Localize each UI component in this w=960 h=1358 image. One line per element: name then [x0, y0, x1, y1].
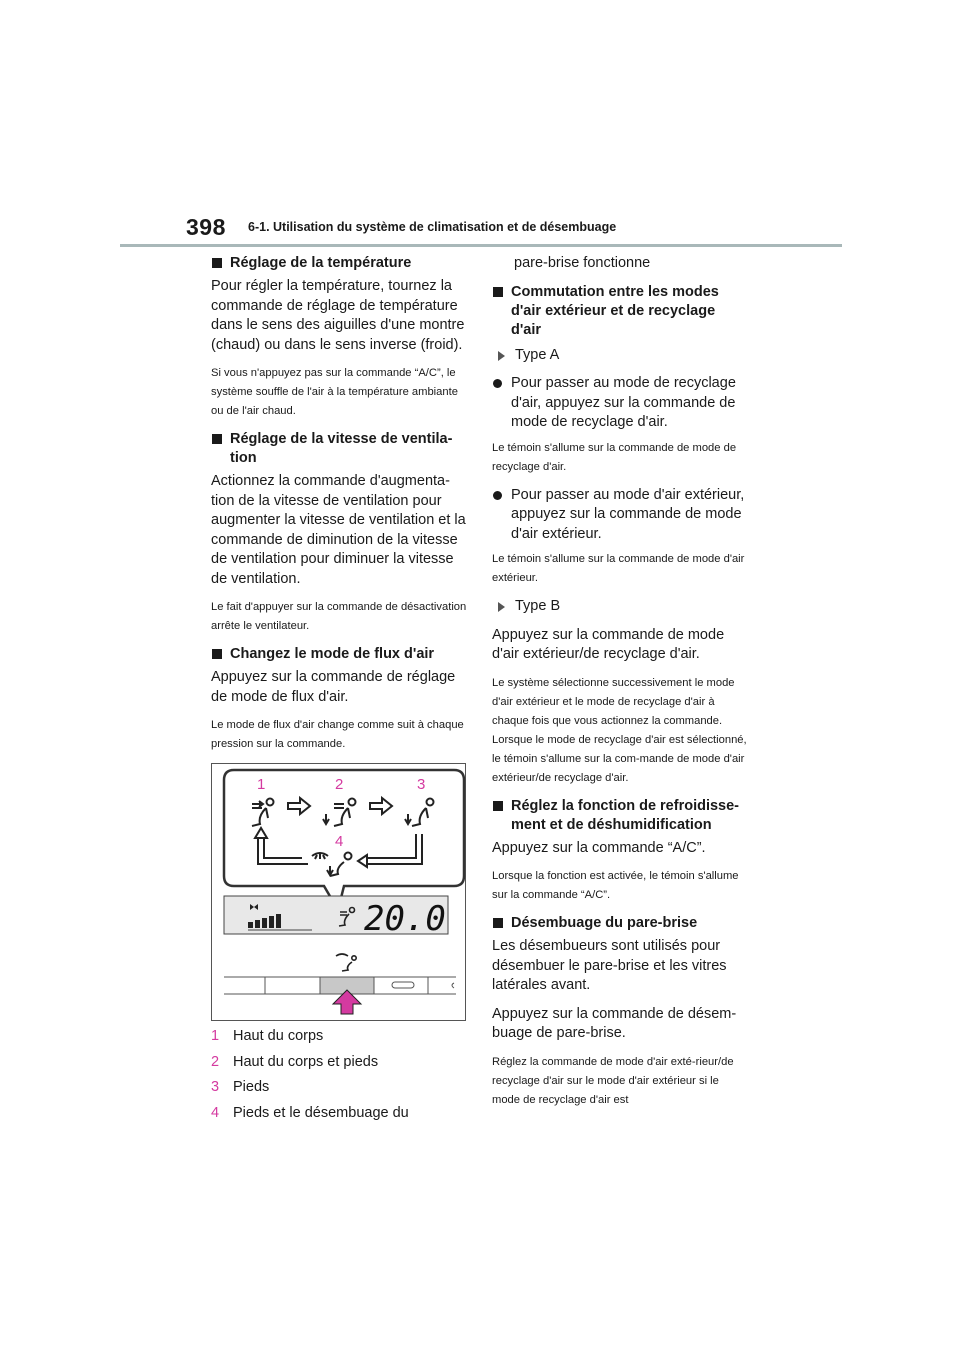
page-number: 398 [186, 214, 226, 240]
fan-speed-heading: Réglage de la vitesse de ventila-tion [211, 430, 467, 468]
button-slot [392, 982, 414, 988]
airflow-diagram [212, 764, 467, 1022]
square-bullet-icon [493, 801, 503, 811]
ac-body: Appuyez sur la commande “A/C”. [492, 839, 706, 856]
left-column [211, 254, 467, 1129]
lcd-temperature: 20.0 [364, 899, 446, 939]
type-a-label: Type A [492, 346, 748, 366]
ac-note: Lorsque la fonction est activée, le témoin s'allume sur la commande “A/C”. [492, 870, 739, 901]
recirculation-note: Le témoin s'allume sur la commande de mode de recyclage d'air. [492, 441, 737, 473]
mode-label-2: 2 [335, 776, 344, 793]
airflow-mode-heading: Changez le mode de flux d'air [211, 645, 467, 664]
type-b-label: Type B [492, 597, 748, 617]
defog-note: Réglez la commande de mode d'air exté-rieur/de recyclage d'air sur le mode d'air extérieur si le mode de recyclage d'air est [492, 1055, 734, 1106]
defog-heading: Désembuage du pare-brise [492, 914, 748, 933]
defog-body-2: Appuyez sur la commande de désem-buage de pare-brise. [492, 1005, 737, 1041]
airflow-mode-figure [211, 763, 466, 1021]
legend-item: 3 Pieds [211, 1079, 270, 1095]
temperature-body: Pour régler la température, tournez la commande de réglage de température dans le sens des aiguilles d'une montre (chaud) ou dans le sens inverse (froid). [211, 278, 465, 353]
defog-body: Les désembueurs sont utilisés pour désembuer le pare-brise et les vitres latérales avant. [492, 938, 727, 993]
square-bullet-icon [212, 434, 222, 444]
legend-item: 1 Haut du corps [211, 1028, 324, 1044]
bullet-recirculation: Pour passer au mode de recyclage d'air, appuyez sur la commande de mode de recyclage d'air. [492, 374, 748, 433]
triangle-bullet-icon [498, 602, 505, 612]
square-bullet-icon [493, 918, 503, 928]
type-b-note: Le système sélectionne successivement le mode d'air extérieur et le mode de recyclage d'air à chaque fois que vous actionnez la commande. [492, 676, 735, 727]
fan-speed-note: Le fait d'appuyer sur la commande de désactivation arrête le ventilateur. [211, 601, 467, 632]
mode-label-3: 3 [417, 776, 426, 793]
legend-item: 4 Pieds et le désembuage du [211, 1104, 409, 1121]
ac-heading: Réglez la fonction de refroidisse-ment et de déshumidification [492, 797, 748, 835]
section-title: 6-1. Utilisation du système de climatisation et de désembuage [248, 220, 617, 234]
square-bullet-icon [493, 287, 503, 297]
recirculation-heading: Commutation entre les modes d'air extérieur et de recyclage d'air [492, 283, 748, 340]
fan-speed-body: Actionnez la commande d'augmenta-tion de la vitesse de ventilation pour augmenter la vitesse de ventilation et la commande de diminution de la vitesse de ventilation pour diminuer la vitesse de ventilation. [211, 473, 466, 587]
header-rule [120, 244, 842, 247]
mode-label-1: 1 [257, 776, 266, 793]
right-column [492, 254, 748, 1119]
bullet-outside-air: Pour passer au mode d'air extérieur, appuyez sur la commande de mode d'air extérieur. [492, 486, 748, 545]
square-bullet-icon [212, 258, 222, 268]
legend-item: 2 Haut du corps et pieds [211, 1053, 379, 1070]
type-b-note-2: Lorsque le mode de recyclage d'air est sélectionné, le témoin s'allume sur la com-mande de mode d'air extérieur/de recyclage d'air. [492, 733, 747, 784]
airflow-mode-note: Le mode de flux d'air change comme suit à chaque pression sur la commande. [211, 719, 464, 750]
outside-air-note: Le témoin s'allume sur la commande de mode d'air extérieur. [492, 553, 745, 584]
mode-label-4: 4 [335, 833, 344, 850]
round-bullet-icon [493, 379, 502, 388]
mode-button-icon [336, 954, 356, 971]
round-bullet-icon [493, 491, 502, 500]
airflow-mode-body: Appuyez sur la commande de réglage de mode de flux d'air. [211, 669, 456, 705]
legend-continuation: pare-brise fonctionne [514, 255, 651, 271]
temperature-heading: Réglage de la température [211, 254, 467, 273]
type-b-body: Appuyez sur la commande de mode d'air extérieur/de recyclage d'air. [492, 626, 725, 662]
triangle-bullet-icon [498, 351, 505, 361]
square-bullet-icon [212, 649, 222, 659]
temperature-note: Si vous n'appuyez pas sur la commande “A/C”, le système souffle de l'air à la température ambiante ou de l'air chaud. [211, 367, 458, 417]
